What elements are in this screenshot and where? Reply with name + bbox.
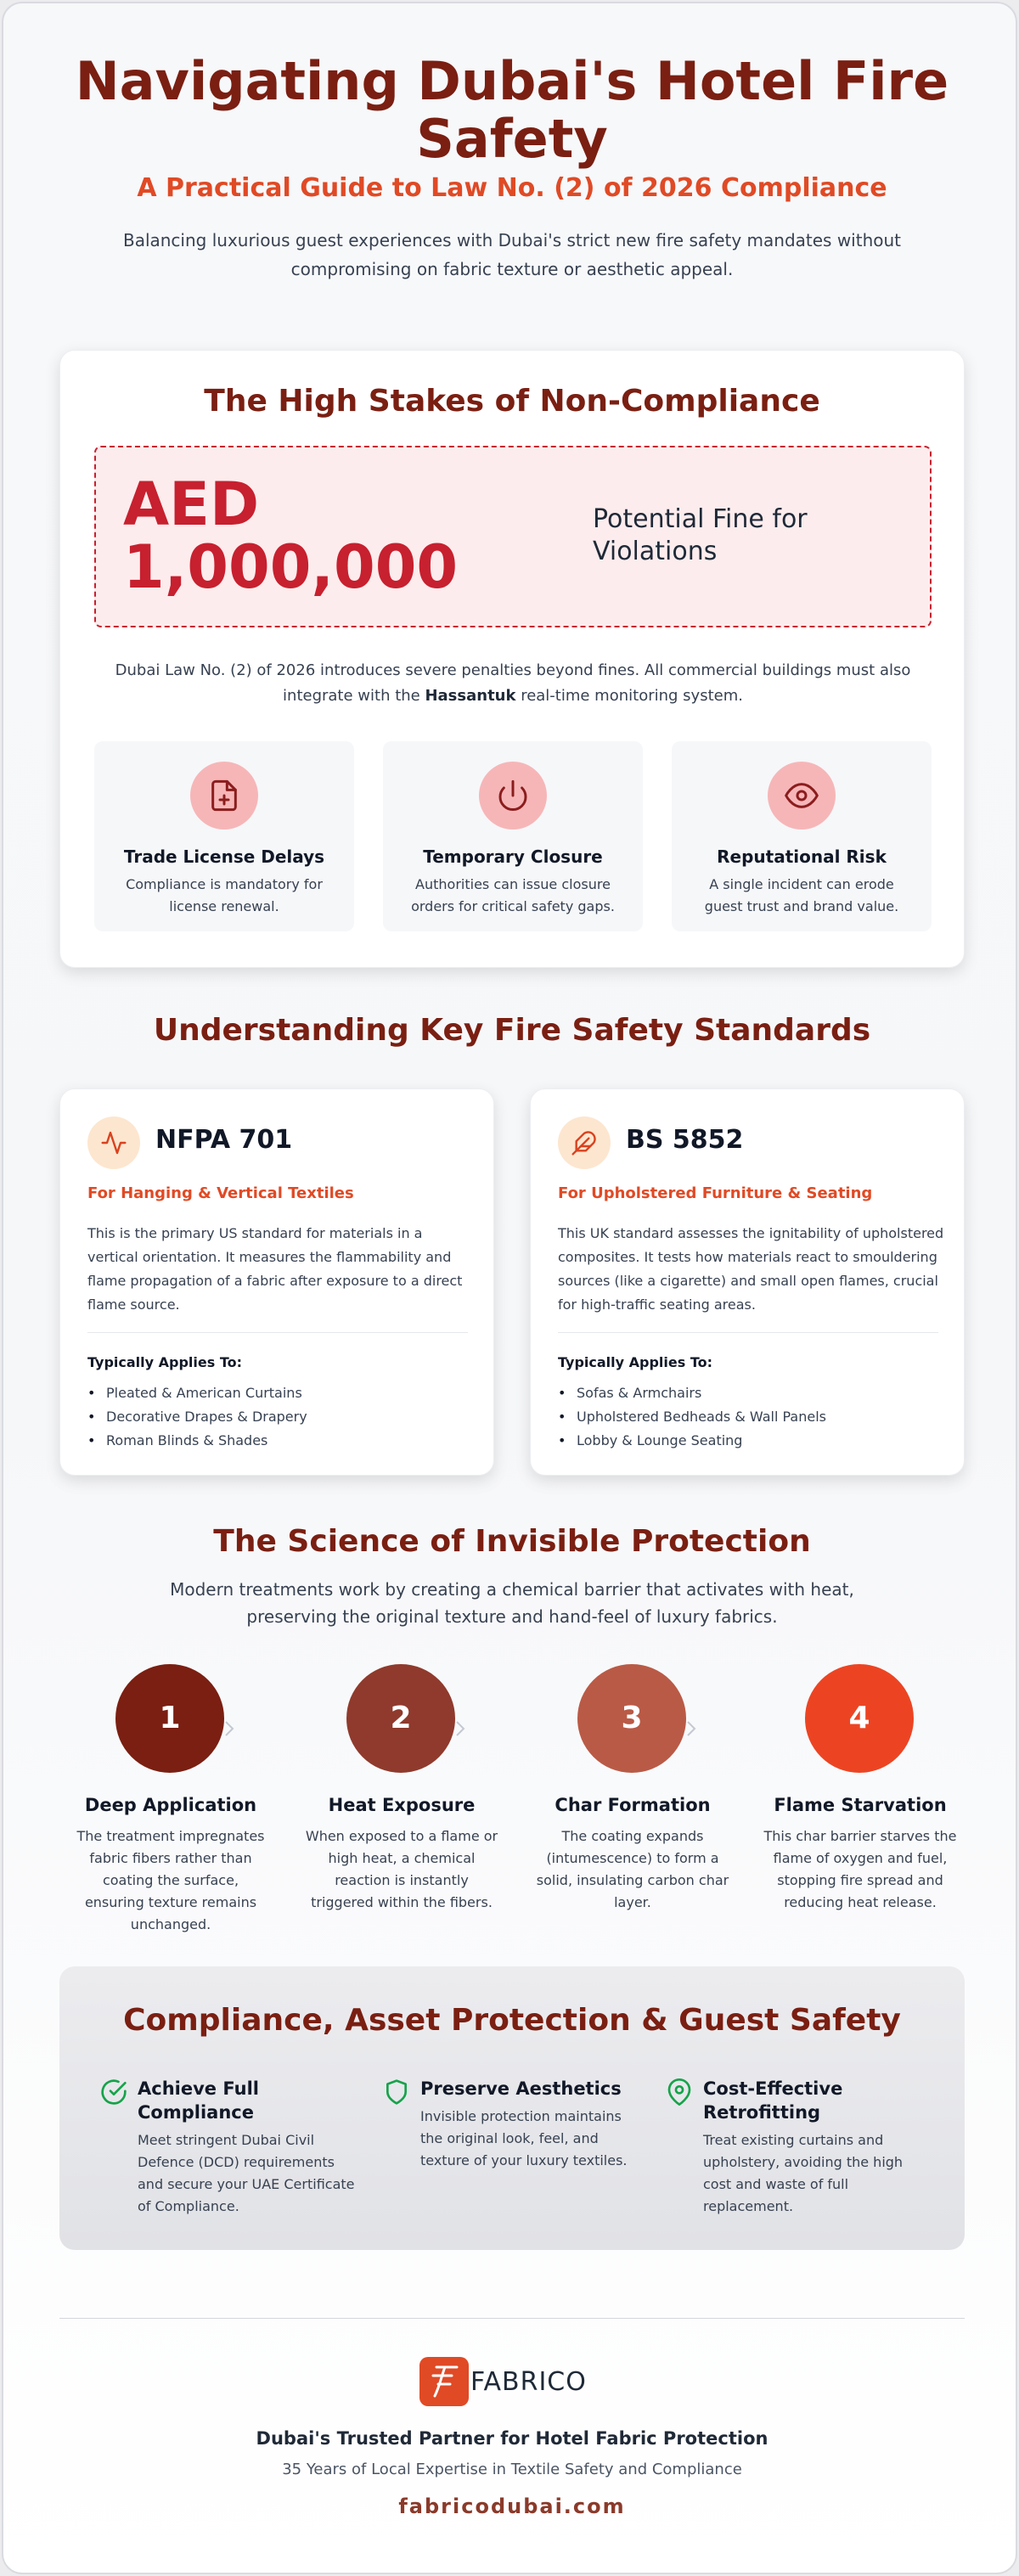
list-item: • Lobby & Lounge Seating bbox=[558, 1429, 826, 1453]
step-number: 4 bbox=[805, 1664, 914, 1773]
website-link[interactable]: fabricodubai.com bbox=[398, 2494, 626, 2518]
standard-desc: This is the primary US standard for materials in a vertical orientation. It measures the flammability and flame propagation of a fabric after exposure to a direct flame source. bbox=[87, 1225, 463, 1313]
stakes-card bbox=[59, 350, 965, 968]
step-title: Deep Application bbox=[84, 1795, 257, 1815]
location-pin-icon bbox=[666, 2078, 693, 2106]
stakes-title: The High Stakes of Non-Compliance bbox=[204, 384, 820, 419]
benefit-title: Preserve Aesthetics bbox=[420, 2078, 622, 2099]
risk-card-reputation bbox=[672, 741, 932, 931]
benefit-title: Cost-Effective Retrofitting bbox=[703, 2078, 843, 2123]
standard-subtitle: For Hanging & Vertical Textiles bbox=[87, 1184, 354, 1202]
science-title: The Science of Invisible Protection bbox=[213, 1524, 811, 1559]
standard-name: BS 5852 bbox=[626, 1125, 744, 1155]
content-column bbox=[59, 3, 965, 2574]
risk-desc: A single incident can erode guest trust and brand value. bbox=[704, 876, 899, 914]
list-item: • Sofas & Armchairs bbox=[558, 1381, 826, 1405]
risk-title: Temporary Closure bbox=[423, 846, 603, 867]
footer-subline: 35 Years of Local Expertise in Textile Safety and Compliance bbox=[282, 2461, 742, 2478]
step-number: 1 bbox=[115, 1664, 224, 1773]
stakes-text-after: real-time monitoring system. bbox=[515, 687, 743, 705]
fabrico-logo bbox=[419, 2357, 606, 2410]
standard-name: NFPA 701 bbox=[155, 1125, 293, 1155]
step-number: 2 bbox=[346, 1664, 455, 1773]
list-item: • Decorative Drapes & Drapery bbox=[87, 1405, 307, 1429]
list-item: • Roman Blinds & Shades bbox=[87, 1429, 307, 1453]
stakes-text bbox=[103, 658, 923, 709]
benefit-desc: Meet stringent Dubai Civil Defence (DCD) requirements and secure your UAE Certificate of Compliance. bbox=[138, 2132, 355, 2214]
document-plus-icon bbox=[190, 762, 258, 830]
step-title: Flame Starvation bbox=[774, 1795, 947, 1815]
standard-card-bs5852 bbox=[530, 1088, 965, 1476]
risk-card-license bbox=[94, 741, 354, 931]
footer-divider bbox=[59, 2318, 965, 2319]
fine-box bbox=[94, 446, 932, 627]
standard-card-nfpa701 bbox=[59, 1088, 494, 1476]
hassantuk-highlight: Hassantuk bbox=[425, 687, 516, 705]
step-desc: The coating expands (intumescence) to form a solid, insulating carbon char layer. bbox=[536, 1828, 729, 1910]
step-title: Heat Exposure bbox=[328, 1795, 476, 1815]
risk-title: Reputational Risk bbox=[717, 846, 887, 867]
chevron-right-icon bbox=[683, 1720, 700, 1737]
footer-tagline: Dubai's Trusted Partner for Hotel Fabric Protection bbox=[256, 2428, 768, 2449]
list-item: • Pleated & American Curtains bbox=[87, 1381, 307, 1405]
standard-subtitle: For Upholstered Furniture & Seating bbox=[558, 1184, 873, 1202]
page-intro: Balancing luxurious guest experiences with Dubai's strict new fire safety mandates without compromising on fabric texture or aesthetic appeal. bbox=[122, 230, 902, 279]
step-number: 3 bbox=[577, 1664, 686, 1773]
step-desc: When exposed to a flame or high heat, a chemical reaction is instantly triggered within the fibers. bbox=[305, 1828, 498, 1910]
standard-desc: This UK standard assesses the ignitability of upholstered composites. It tests how materials react to smouldering sources (like a cigarette) and small open flames, crucial for high-traffic seating areas. bbox=[558, 1225, 944, 1313]
applies-label: Typically Applies To: bbox=[558, 1354, 713, 1370]
risk-desc: Compliance is mandatory for license renewal. bbox=[126, 876, 323, 914]
risk-card-closure bbox=[383, 741, 643, 931]
divider bbox=[558, 1332, 938, 1333]
applies-label: Typically Applies To: bbox=[87, 1354, 243, 1370]
science-subtitle: Modern treatments work by creating a chemical barrier that activates with heat, preserving the original texture and hand-feel of luxury fabrics. bbox=[170, 1579, 854, 1627]
page-title: Navigating Dubai's Hotel Fire Safety bbox=[75, 50, 949, 170]
step-desc: The treatment impregnates fabric fibers rather than coating the surface, ensuring texture remains unchanged. bbox=[76, 1828, 265, 1932]
fabrico-logo-mark bbox=[419, 2357, 469, 2406]
fine-amount: AED 1,000,000 bbox=[123, 470, 459, 602]
risk-title: Trade License Delays bbox=[123, 846, 325, 867]
applies-list bbox=[558, 1381, 826, 1453]
stakes-text-before: Dubai Law No. (2) of 2026 introduces severe penalties beyond fines. All commercial buildings must also integrate with the bbox=[115, 661, 911, 705]
check-circle-icon bbox=[100, 2078, 127, 2106]
applies-list bbox=[87, 1381, 307, 1453]
step-title: Char Formation bbox=[555, 1795, 711, 1815]
benefit-title: Achieve Full Compliance bbox=[138, 2078, 259, 2123]
benefit-desc: Invisible protection maintains the original look, feel, and texture of your luxury textiles. bbox=[420, 2108, 628, 2168]
divider bbox=[87, 1332, 468, 1333]
list-item: • Upholstered Bedheads & Wall Panels bbox=[558, 1405, 826, 1429]
compliance-panel bbox=[59, 1966, 965, 2250]
power-icon bbox=[479, 762, 547, 830]
page-subtitle: A Practical Guide to Law No. (2) of 2026 Compliance bbox=[137, 173, 887, 203]
risk-desc: Authorities can issue closure orders for critical safety gaps. bbox=[411, 876, 615, 914]
standards-title: Understanding Key Fire Safety Standards bbox=[153, 1013, 871, 1048]
benefit-desc: Treat existing curtains and upholstery, avoiding the high cost and waste of full replacement. bbox=[703, 2132, 904, 2214]
shield-icon bbox=[383, 2078, 410, 2106]
fine-label: Potential Fine for Violations bbox=[593, 504, 808, 566]
logo-wordmark: FABRICO bbox=[470, 2367, 587, 2397]
feather-icon bbox=[558, 1116, 611, 1169]
chevron-right-icon bbox=[452, 1720, 469, 1737]
infographic-page bbox=[2, 2, 1017, 2574]
compliance-title: Compliance, Asset Protection & Guest Safety bbox=[123, 2003, 901, 2038]
step-desc: This char barrier starves the flame of oxygen and fuel, stopping fire spread and reducing heat release. bbox=[763, 1828, 957, 1910]
eye-icon bbox=[768, 762, 836, 830]
chevron-right-icon bbox=[221, 1720, 238, 1737]
activity-icon bbox=[87, 1116, 140, 1169]
